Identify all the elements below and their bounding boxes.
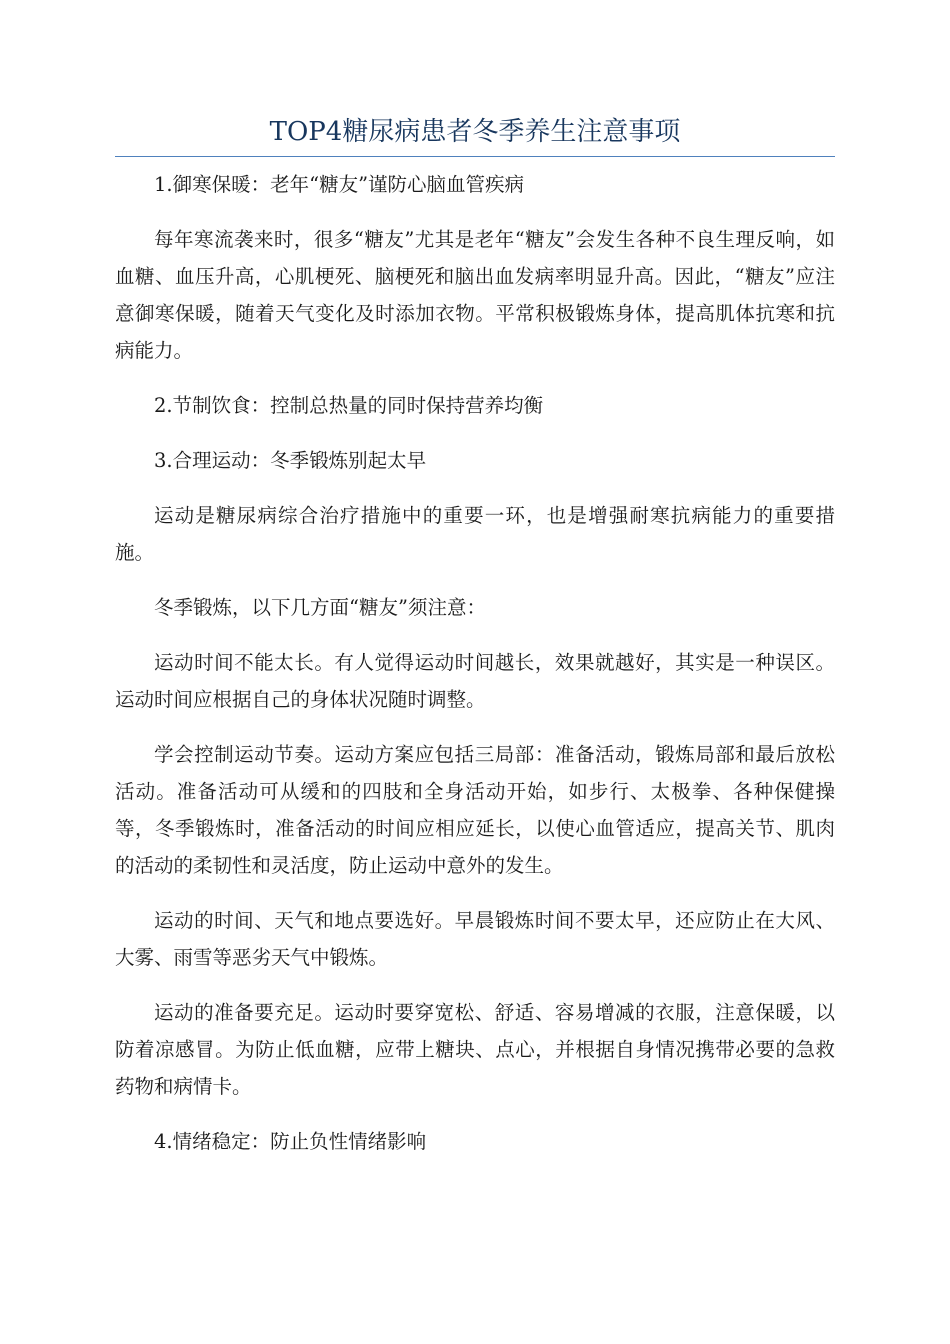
paragraph-winter-exercise-intro: 冬季锻炼，以下几方面“糖友”须注意： xyxy=(154,596,486,619)
paragraph-exercise-time-weather: 运动的时间、天气和地点要选好。早晨锻炼时间不要太早，还应防止在大风、大雾、雨雪等恶劣天气中锻炼。 xyxy=(115,909,835,969)
document-body xyxy=(115,166,835,1178)
paragraph-exercise-importance: 运动是糖尿病综合治疗措施中的重要一环，也是增强耐寒抗病能力的重要措施。 xyxy=(115,504,835,564)
paragraph-exercise-preparation: 运动的准备要充足。运动时要穿宽松、舒适、容易增减的衣服，注意保暖，以防着凉感冒。为防止低血糖，应带上糖块、点心，并根据自身情况携带必要的急救药物和病情卡。 xyxy=(115,1001,835,1098)
title-block xyxy=(115,112,835,157)
paragraph-cold-wave-effects: 每年寒流袭来时，很多“糖友”尤其是老年“糖友”会发生各种不良生理反响，如血糖、血压升高，心肌梗死、脑梗死和脑出血发病率明显升高。因此，“糖友”应注意御寒保暖，随着天气变化及时添加衣物。平常积极锻炼身体，提高肌体抗寒和抗病能力。 xyxy=(115,228,835,362)
heading-3-exercise: 3.合理运动：冬季锻炼别起太早 xyxy=(154,449,427,472)
paragraph-exercise-rhythm: 学会控制运动节奏。运动方案应包括三局部：准备活动，锻炼局部和最后放松活动。准备活动可从缓和的四肢和全身活动开始，如步行、太极拳、各种保健操等，冬季锻炼时，准备活动的时间应相应延长，以使心血管适应，提高关节、肌肉的活动的柔韧性和灵活度，防止运动中意外的发生。 xyxy=(115,743,835,877)
heading-1-cold-protection: 1.御寒保暖：老年“糖友”谨防心脑血管疾病 xyxy=(154,173,525,196)
heading-2-diet: 2.节制饮食：控制总热量的同时保持营养均衡 xyxy=(154,394,544,417)
document-title: TOP4糖尿病患者冬季养生注意事项 xyxy=(269,117,681,147)
heading-4-emotion: 4.情绪稳定：防止负性情绪影响 xyxy=(154,1130,427,1153)
paragraph-exercise-duration: 运动时间不能太长。有人觉得运动时间越长，效果就越好，其实是一种误区。运动时间应根据自己的身体状况随时调整。 xyxy=(115,651,835,711)
